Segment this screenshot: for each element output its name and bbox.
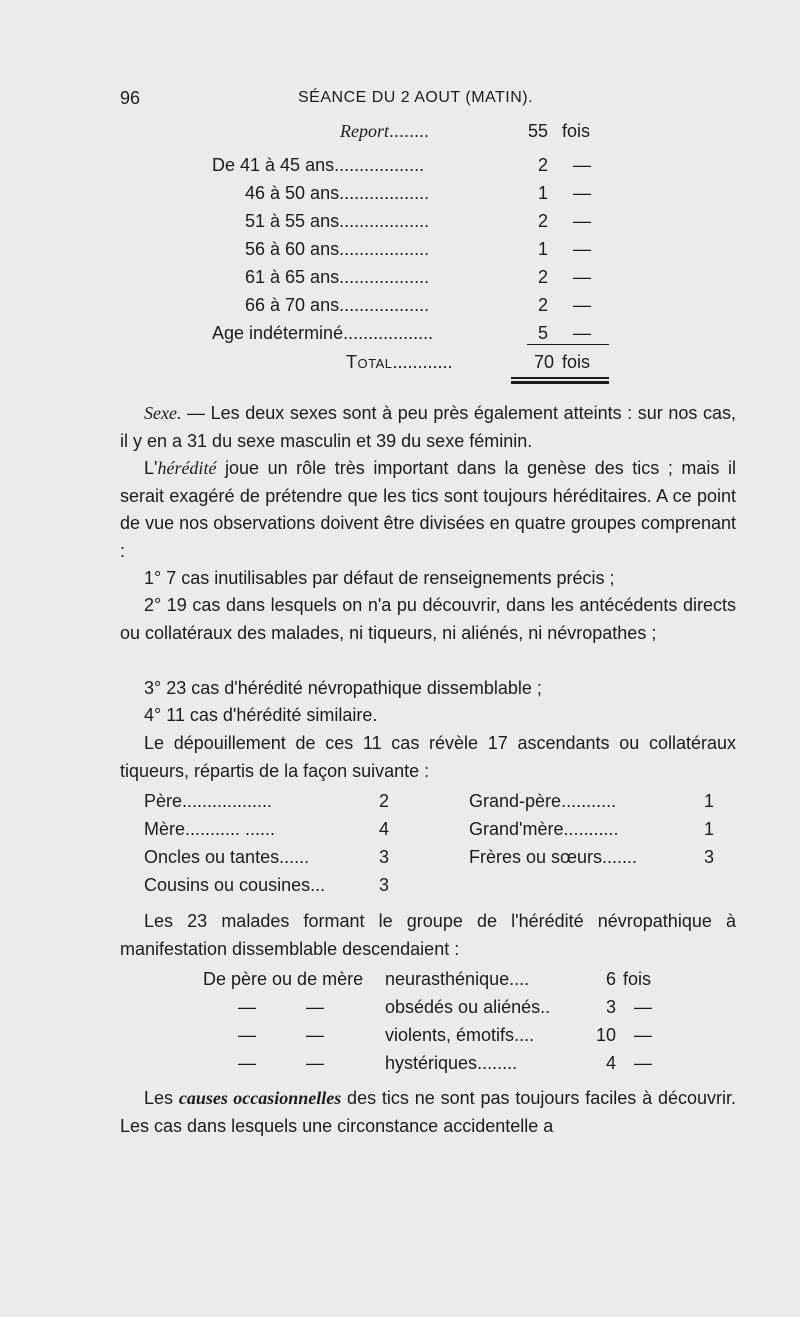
descent-col1: — —: [238, 1053, 325, 1073]
age-row-unit: —: [573, 155, 591, 175]
relative-label: Cousins ou cousines...: [144, 875, 326, 895]
group-item: 2° 19 cas dans lesquels on n'a pu découvrir, dans les antécédents directs ou collatéraux des malades, ni tiqueurs, ni aliénés, ni névropathes ;: [120, 595, 736, 643]
descent-unit: —: [634, 1025, 652, 1045]
age-row-value: 2: [537, 295, 548, 315]
total-label: Total: [346, 352, 393, 372]
group-item: 3° 23 cas d'hérédité névropathique dissemblable ;: [144, 678, 542, 698]
descent-value: 4: [605, 1053, 616, 1073]
age-row-label: 51 à 55 ans..................: [245, 211, 430, 231]
age-row-unit: —: [573, 295, 591, 315]
descent-unit: —: [634, 997, 652, 1017]
age-row-label: Age indéterminé..................: [212, 323, 434, 343]
age-row-label: 61 à 65 ans..................: [245, 267, 430, 287]
descent-col1: — —: [238, 997, 325, 1017]
double-rule-top: [511, 377, 609, 379]
age-row-label: 56 à 60 ans..................: [245, 239, 430, 259]
relative-label: Mère........... ......: [144, 819, 276, 839]
age-row-unit: —: [573, 239, 591, 259]
relative-value: 4: [379, 819, 390, 839]
paragraph-depouillement: Le dépouillement de ces 11 cas révèle 17 ascendants ou collatéraux tiqueurs, répartis de la façon suivante :: [120, 733, 736, 781]
total-unit: fois: [562, 352, 591, 372]
relative-value: 3: [379, 875, 390, 895]
page-number: 96: [120, 88, 141, 108]
term-causes: causes occasionnelles: [178, 1088, 342, 1108]
descent-col2: violents, émotifs....: [385, 1025, 535, 1045]
descent-col1: De père ou de mère: [203, 969, 364, 989]
group-item: 1° 7 cas inutilisables par défaut de renseignements précis ;: [144, 568, 615, 588]
descent-unit: —: [634, 1053, 652, 1073]
relative-value: 3: [379, 847, 390, 867]
descent-value: 6: [605, 969, 616, 989]
paragraph-sexe: Sexe. — Les deux sexes sont à peu près également atteints : sur nos cas, il y en a 31 du sexe masculin et 39 du sexe féminin.: [120, 403, 736, 451]
relative-value: 1: [704, 791, 715, 811]
descent-value: 10: [595, 1025, 616, 1045]
relative-value: 1: [704, 819, 715, 839]
double-rule-bottom: [511, 381, 609, 384]
age-row-value: 1: [537, 239, 548, 259]
age-row-label: De 41 à 45 ans..................: [212, 155, 425, 175]
relative-value: 2: [379, 791, 390, 811]
paragraph-dissemblable: Les 23 malades formant le groupe de l'hérédité névropathique à manifestation dissemblable descendaient :: [120, 911, 736, 959]
age-row-value: 1: [537, 183, 548, 203]
age-row-unit: —: [573, 267, 591, 287]
relative-label: Oncles ou tantes......: [144, 847, 310, 867]
age-row-value: 2: [537, 267, 548, 287]
relative-label: Grand-père...........: [469, 791, 617, 811]
age-row-value: 5: [537, 323, 548, 343]
age-row-label: 46 à 50 ans..................: [245, 183, 430, 203]
age-row-value: 2: [537, 155, 548, 175]
report-value: 55: [527, 121, 548, 141]
relative-label: Frères ou sœurs.......: [469, 847, 638, 867]
relative-label: Père..................: [144, 791, 273, 811]
group-item: 4° 11 cas d'hérédité similaire.: [144, 705, 378, 725]
descent-col2: neurasthénique....: [385, 969, 530, 989]
paragraph-heredite: L'hérédité joue un rôle très important dans la genèse des tics ; mais il serait exagéré de prétendre que les tics sont toujours héréditaires. A ce point de vue nos observations doivent être divisées en quatre groupes comprenant :: [120, 458, 736, 561]
report-unit: fois: [562, 121, 591, 141]
total-row: Total............: [346, 352, 453, 372]
descent-value: 3: [605, 997, 616, 1017]
age-row-unit: —: [573, 211, 591, 231]
descent-col2: obsédés ou aliénés..: [385, 997, 551, 1017]
descent-col1: — —: [238, 1025, 325, 1045]
relative-label: Grand'mère...........: [469, 819, 619, 839]
report-label: Report: [340, 121, 389, 141]
age-row-unit: —: [573, 183, 591, 203]
relative-value: 3: [704, 847, 715, 867]
age-row-unit: —: [573, 323, 591, 343]
running-title: SÉANCE DU 2 AOUT (MATIN).: [298, 89, 534, 106]
term-sexe: Sexe.: [144, 403, 182, 423]
sum-rule: [527, 344, 609, 345]
age-row-label: 66 à 70 ans..................: [245, 295, 430, 315]
descent-col2: hystériques........: [385, 1053, 518, 1073]
descent-unit: fois: [623, 969, 652, 989]
age-row-value: 2: [537, 211, 548, 231]
report-row: Report........: [340, 121, 430, 141]
paragraph-causes: Les causes occasionnelles des tics ne sont pas toujours faciles à découvrir. Les cas dans lesquels une circonstance accidentelle a: [120, 1088, 737, 1136]
total-value: 70: [533, 352, 554, 372]
term-heredite: hérédité: [157, 458, 217, 478]
